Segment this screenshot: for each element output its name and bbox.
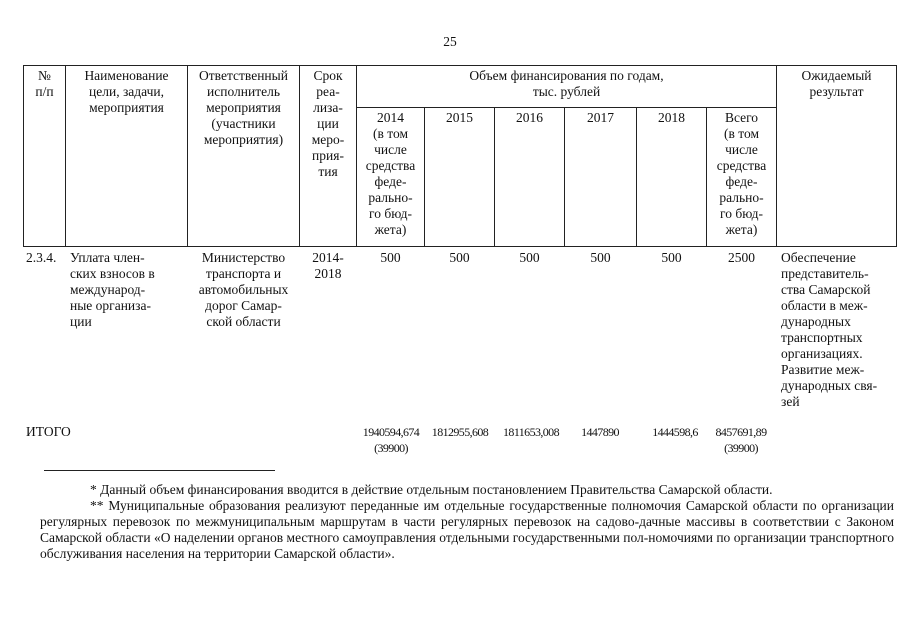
- col-divider: [636, 107, 637, 246]
- header-year-2018: 2018: [658, 110, 685, 125]
- header-name: Наименование цели, задачи, мероприятия: [84, 68, 169, 115]
- header-num: № п/п: [35, 68, 54, 99]
- header-year-2017: 2017: [587, 110, 614, 125]
- row-total: 2500: [728, 250, 755, 265]
- total-2016: 1811653,008: [503, 425, 559, 439]
- row-2015: 500: [449, 250, 470, 265]
- total-label: ИТОГО: [26, 424, 71, 439]
- row-name: Уплата член- ских взносов в международ- ные организа- ции: [70, 250, 155, 329]
- row-responsible: Министерство транспорта и автомобильных дорог Самар- ской области: [198, 250, 289, 329]
- row-2016: 500: [519, 250, 540, 265]
- header-term: Срок реа- лиза- ции меро- прия- тия: [311, 68, 345, 179]
- row-result: Обеспечение представитель- ства Самарской области в меж- дународных транспортных организациях. Развитие меж- дународных свя- зей: [781, 250, 878, 409]
- table-top-border: [23, 65, 897, 66]
- footnote-1: * Данный объем финансирования вводится в действие отдельным постановлением Правительства Самарской области.: [90, 482, 773, 497]
- total-2018: 1444598,6: [652, 425, 698, 439]
- header-year-2015: 2015: [446, 110, 473, 125]
- header-financing: Объем финансирования по годам, тыс. рублей: [469, 68, 664, 99]
- col-divider: [494, 107, 495, 246]
- total-2017: 1447890: [581, 425, 619, 439]
- row-2017: 500: [590, 250, 611, 265]
- page-number: 25: [443, 34, 457, 49]
- total-2014: 1940594,674 (39900): [362, 425, 420, 455]
- row-num: 2.3.4.: [26, 250, 57, 265]
- row-2014: 500: [380, 250, 401, 265]
- total-all: 8457691,89 (39900): [715, 425, 767, 455]
- header-bottom-border: [23, 246, 897, 247]
- header-year-2014: 2014 (в том числе средства феде- рально- го бюд- жета): [365, 110, 416, 237]
- col-divider: [564, 107, 565, 246]
- total-2015: 1812955,608: [431, 425, 489, 439]
- subheader-divider: [356, 107, 776, 108]
- footnotes: [40, 482, 894, 562]
- row-2018: 500: [661, 250, 682, 265]
- row-term: 2014- 2018: [312, 250, 344, 281]
- footnote-separator: [44, 470, 275, 471]
- header-responsible: Ответственный исполнитель мероприятия (участники мероприятия): [199, 68, 288, 147]
- footnote-2: ** Муниципальные образования реализуют переданные им отдельные государственные полномочия Самарской области по организации регулярных перевозок по межмуниципальным маршрутам в части регулярных перевозок на садово-дачные массивы в соответствии с Законом Самарской области «О наделении органов местного самоуправления отдельными государственными пол-номочиями по организации транспортного обслуживания населения на территории Самарской области».: [40, 498, 894, 561]
- header-total: Всего (в том числе средства феде- рально- го бюд- жета): [716, 110, 767, 237]
- col-divider: [424, 107, 425, 246]
- col-divider: [896, 65, 897, 246]
- header-year-2016: 2016: [516, 110, 543, 125]
- header-result: Ожидаемый результат: [801, 68, 872, 99]
